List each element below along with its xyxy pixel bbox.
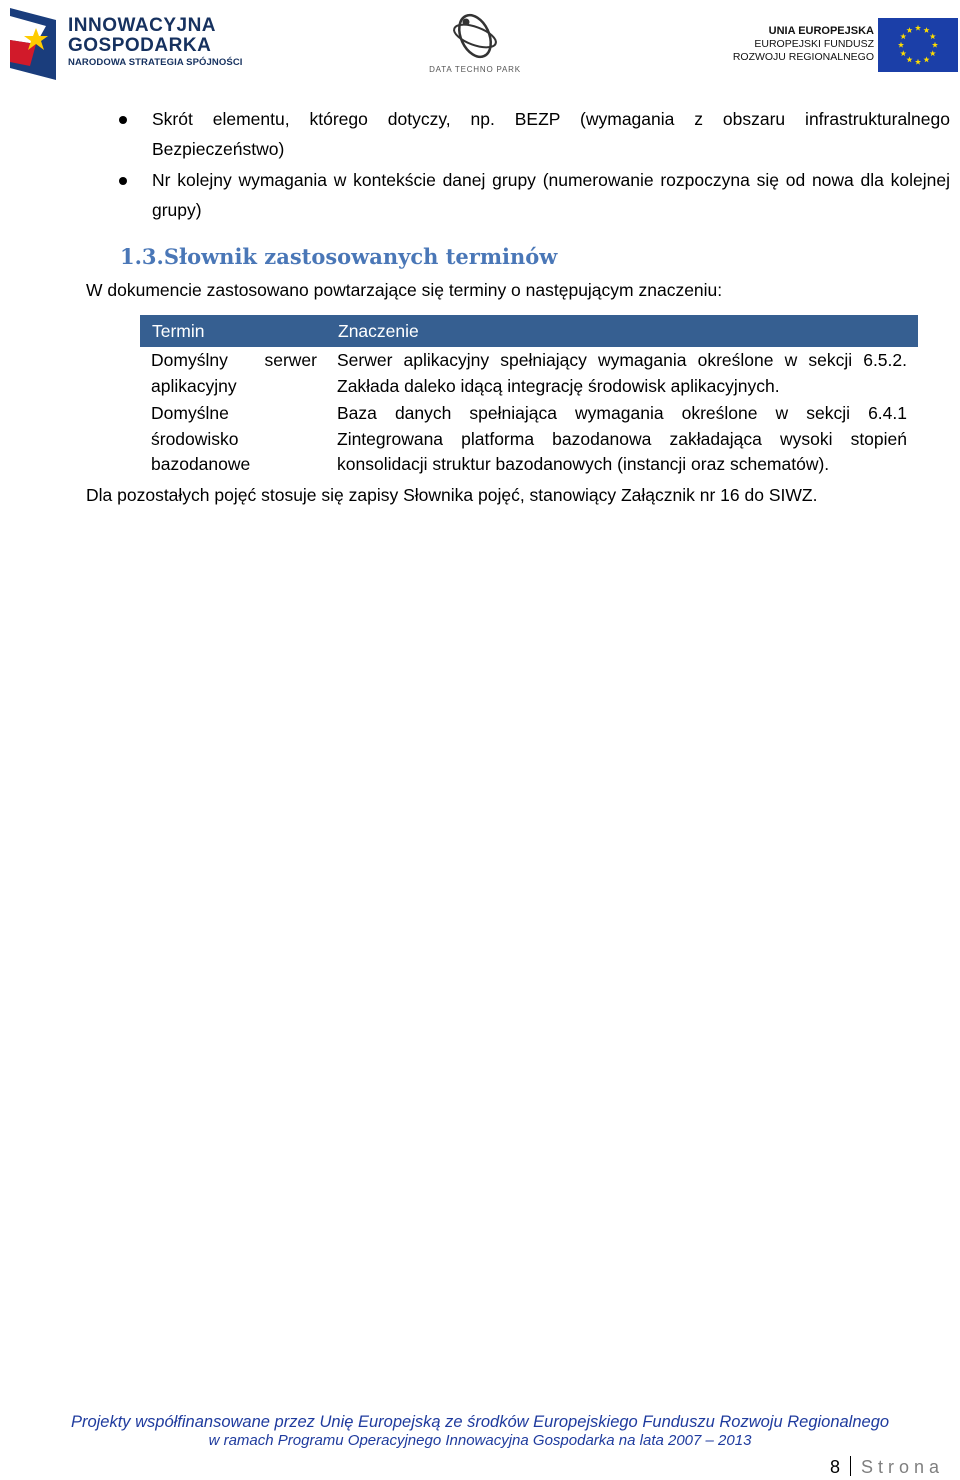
eu-star-icon [923,27,929,33]
eu-star-icon [930,33,936,39]
page-footer [0,1412,960,1450]
bullet-text: Skrót elementu, którego dotyczy, np. BEZP (wymagania z obszaru infrastrukturalnego Bezpieczeństwo) [152,109,950,159]
page-number-label: Strona [860,1457,944,1477]
eu-star-icon [930,50,936,56]
list-item [86,165,950,225]
eu-star-icon [915,25,921,31]
table-row [141,346,917,400]
eu-flag-icon [878,18,958,72]
atom-icon [420,10,530,66]
meaning-cell: Serwer aplikacyjny spełniający wymagania określone w sekcji 6.5.2. Zakłada daleko idącą integrację środowisk aplikacyjnych. [337,350,907,396]
eu-star-icon [923,57,929,63]
eu-star-icon [900,33,906,39]
section-heading: 1.3.Słownik zastosowanych terminów [120,244,558,269]
logo-center-label: DATA TECHNO PARK [429,65,521,74]
bullet-list [86,104,950,225]
eu-star-icon [906,27,912,33]
table-row [141,400,917,479]
column-header-term: Termin [141,316,327,346]
closing-paragraph: Dla pozostałych pojęć stosuje się zapisy Słownika pojęć, stanowiący Załącznik nr 16 do SIWZ. [86,484,818,505]
logo-left-line2: GOSPODARKA [68,35,212,56]
document-body [86,104,950,509]
logo-right-line1: UNIA EUROPEJSKA [768,25,874,37]
page-number-value: 8 [829,1457,840,1477]
eu-star-icon [898,42,904,48]
term-cell: Domyślne środowisko bazodanowe [151,403,251,474]
logo-right-line2: EUROPEJSKI FUNDUSZ [754,38,874,50]
intro-paragraph: W dokumencie zastosowano powtarzające się terminy o następującym znaczeniu: [86,280,723,300]
data-techno-park-logo [420,10,530,80]
footer-line1: Projekty współfinansowane przez Unię Europejską ze środków Europejskiego Funduszu Rozwoju Regionalnego [70,1413,890,1431]
list-item [86,104,950,164]
flag-star-logo-icon [6,6,64,82]
eu-star-icon [932,42,938,48]
bullet-text: Nr kolejny wymagania w kontekście danej grupy (numerowanie rozpoczyna się od nowa dla kolejnej grupy) [152,170,950,220]
bullet-icon [119,116,127,124]
page-header [0,0,960,90]
bullet-icon [119,177,127,185]
eu-star-icon [906,57,912,63]
logo-right-line3: ROZWOJU REGIONALNEGO [732,51,874,63]
logo-left-line1: INNOWACYJNA [68,15,217,36]
table-header-row [141,316,917,346]
term-cell: Domyślny serwer aplikacyjny [151,350,317,396]
eu-logo [728,18,958,78]
meaning-cell: Baza danych spełniająca wymagania określone w sekcji 6.4.1 Zintegrowana platforma bazodanowa zakładająca wysoki stopień konsolidacji struktur bazodanowych (instancji oraz schematów). [337,403,907,474]
eu-star-icon [915,59,921,65]
page-number [830,1456,944,1478]
eu-star-icon [900,50,906,56]
terms-table [140,315,918,479]
column-header-meaning: Znaczenie [327,316,917,346]
footer-line2: w ramach Programu Operacyjnego Innowacyjna Gospodarka na lata 2007 – 2013 [208,1432,752,1449]
page-number-divider [850,1456,851,1476]
logo-left-line3: NARODOWA STRATEGIA SPÓJNOŚCI [68,57,243,68]
innowacyjna-gospodarka-logo [6,4,246,82]
